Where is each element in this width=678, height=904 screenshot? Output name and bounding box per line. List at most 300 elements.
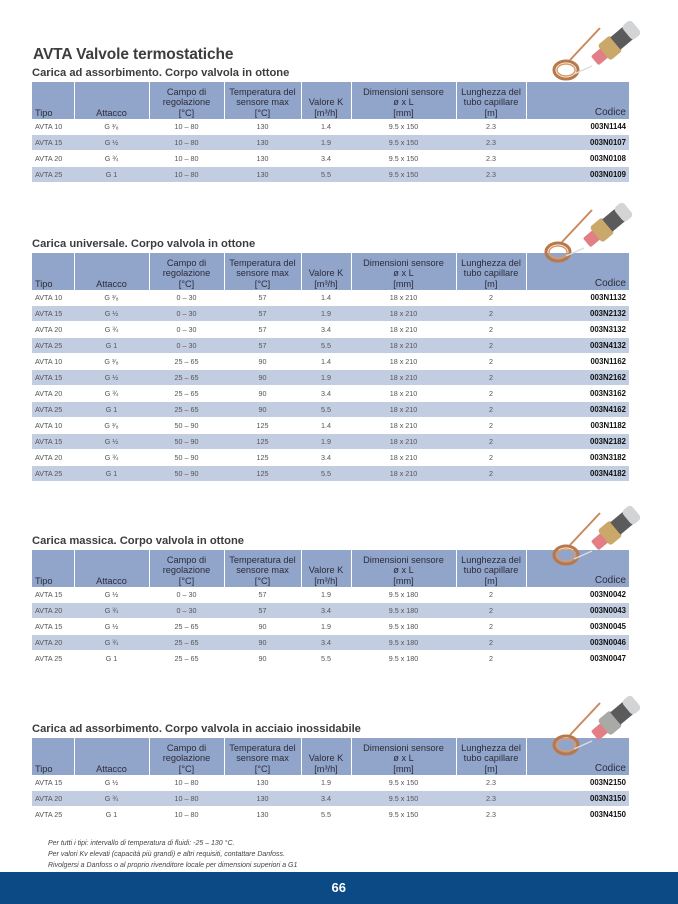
cell-dimensioni: 18 x 210 — [351, 434, 456, 450]
cell-lunghezza: 2.3 — [456, 119, 526, 135]
cell-valore: 3.4 — [301, 603, 351, 619]
cell-campo: 10 – 80 — [149, 791, 224, 807]
cell-valore: 1.4 — [301, 290, 351, 306]
cell-codice: 003N0046 — [526, 635, 629, 651]
column-header-campo — [149, 550, 224, 587]
footnote: Per valori Kv elevati (capacità più grandi) e altri requisiti, contattare Danfoss. — [48, 851, 285, 859]
cell-temperatura: 90 — [224, 386, 301, 402]
header-line: [mm] — [393, 278, 414, 289]
cell-temperatura: 130 — [224, 791, 301, 807]
cell-campo: 0 – 30 — [149, 603, 224, 619]
cell-campo: 25 – 65 — [149, 651, 224, 667]
header-line: Valore K — [308, 97, 344, 107]
column-header-dimensioni — [351, 82, 456, 119]
header-line: [m] — [484, 107, 498, 118]
cell-tipo: AVTA 25 — [32, 167, 74, 183]
cell-lunghezza: 2 — [456, 450, 526, 466]
cell-attacco: G ½ — [74, 434, 149, 450]
cell-attacco: G ½ — [74, 370, 149, 386]
table-row — [32, 466, 629, 482]
cell-codice: 003N3182 — [526, 450, 629, 466]
table-row — [32, 338, 629, 354]
cell-campo: 25 – 65 — [149, 354, 224, 370]
cell-campo: 0 – 30 — [149, 587, 224, 603]
column-header-codice: Codice — [526, 82, 629, 119]
table-row — [32, 635, 629, 651]
column-header-dimensioni — [351, 738, 456, 775]
cell-lunghezza: 2 — [456, 635, 526, 651]
cell-codice: 003N1162 — [526, 354, 629, 370]
header-line: sensore max — [236, 565, 289, 575]
cell-valore: 3.4 — [301, 791, 351, 807]
cell-dimensioni: 18 x 210 — [351, 386, 456, 402]
cell-attacco: G ½ — [74, 587, 149, 603]
cell-temperatura: 57 — [224, 290, 301, 306]
cell-dimensioni: 18 x 210 — [351, 354, 456, 370]
header-line: Lunghezza del — [461, 257, 521, 268]
table-row — [32, 135, 629, 151]
header-line: Dimensioni sensore — [363, 554, 444, 565]
column-header-valore — [301, 253, 351, 290]
column-header-tipo: Tipo — [32, 738, 74, 775]
header-line: [°C] — [254, 763, 271, 774]
table-row — [32, 434, 629, 450]
header-line: regolazione — [162, 753, 211, 763]
header-line: Valore K — [308, 753, 344, 763]
cell-tipo: AVTA 20 — [32, 450, 74, 466]
header-line: Lunghezza del — [461, 86, 521, 97]
table-row — [32, 791, 629, 807]
table-row — [32, 402, 629, 418]
table-row — [32, 386, 629, 402]
table-header-row — [32, 738, 629, 775]
column-header-attacco: Attacco — [74, 253, 149, 290]
header-line: sensore max — [236, 97, 289, 107]
cell-temperatura: 90 — [224, 635, 301, 651]
cell-temperatura: 125 — [224, 434, 301, 450]
cell-campo: 50 – 90 — [149, 418, 224, 434]
cell-lunghezza: 2 — [456, 386, 526, 402]
cell-tipo: AVTA 20 — [32, 791, 74, 807]
section-title: Carica ad assorbimento. Corpo valvola in ottone — [32, 67, 290, 79]
table-row — [32, 322, 629, 338]
cell-attacco: G ½ — [74, 619, 149, 635]
cell-codice: 003N0108 — [526, 151, 629, 167]
cell-attacco: G ½ — [74, 306, 149, 322]
cell-dimensioni: 18 x 210 — [351, 370, 456, 386]
column-header-temperatura — [224, 82, 301, 119]
cell-campo: 25 – 65 — [149, 370, 224, 386]
section-title: Carica ad assorbimento. Corpo valvola in acciaio inossidabile — [32, 723, 361, 735]
cell-tipo: AVTA 25 — [32, 338, 74, 354]
header-line: [m] — [484, 763, 498, 774]
header-line: [m³/h] — [314, 278, 338, 289]
cell-tipo: AVTA 15 — [32, 135, 74, 151]
cell-tipo: AVTA 15 — [32, 775, 74, 791]
cell-tipo: AVTA 15 — [32, 587, 74, 603]
cell-campo: 50 – 90 — [149, 450, 224, 466]
cell-attacco: G ½ — [74, 775, 149, 791]
cell-attacco: G 1 — [74, 402, 149, 418]
cell-attacco: G ¾ — [74, 635, 149, 651]
cell-valore: 1.9 — [301, 775, 351, 791]
cell-codice: 003N0045 — [526, 619, 629, 635]
column-header-campo — [149, 82, 224, 119]
cell-lunghezza: 2.3 — [456, 791, 526, 807]
cell-campo: 25 – 65 — [149, 635, 224, 651]
cell-campo: 0 – 30 — [149, 290, 224, 306]
cell-tipo: AVTA 25 — [32, 402, 74, 418]
cell-codice: 003N1182 — [526, 418, 629, 434]
header-line: Valore K — [308, 565, 344, 575]
table-row — [32, 775, 629, 791]
cell-attacco: G ¾ — [74, 151, 149, 167]
footnote: Rivolgersi a Danfoss o al proprio rivenditore locale per dimensioni superiori a G1 — [48, 862, 298, 870]
cell-dimensioni: 9.5 x 180 — [351, 635, 456, 651]
cell-lunghezza: 2.3 — [456, 807, 526, 823]
header-line: ø x L — [393, 268, 414, 278]
table-row — [32, 167, 629, 183]
cell-campo: 10 – 80 — [149, 151, 224, 167]
cell-attacco: G ¾ — [74, 603, 149, 619]
cell-valore: 1.9 — [301, 135, 351, 151]
cell-tipo: AVTA 20 — [32, 603, 74, 619]
header-line: Temperatura del — [229, 554, 296, 565]
cell-campo: 10 – 80 — [149, 119, 224, 135]
cell-codice: 003N2150 — [526, 775, 629, 791]
header-line: [°C] — [254, 278, 271, 289]
column-header-dimensioni — [351, 253, 456, 290]
cell-lunghezza: 2.3 — [456, 135, 526, 151]
valve-brass-universal-icon — [540, 190, 640, 270]
cell-lunghezza: 2.3 — [456, 151, 526, 167]
cell-tipo: AVTA 25 — [32, 466, 74, 482]
cell-temperatura: 90 — [224, 619, 301, 635]
cell-tipo: AVTA 15 — [32, 434, 74, 450]
cell-temperatura: 130 — [224, 151, 301, 167]
cell-attacco: G ¾ — [74, 386, 149, 402]
cell-attacco: G ¾ — [74, 791, 149, 807]
cell-attacco: G ³⁄₈ — [74, 119, 149, 135]
column-header-codice: Codice — [526, 738, 629, 775]
section-mass-brass — [32, 534, 629, 667]
cell-attacco: G ½ — [74, 135, 149, 151]
cell-dimensioni: 9.5 x 150 — [351, 807, 456, 823]
header-line: [m³/h] — [314, 107, 338, 118]
header-line: [°C] — [178, 763, 195, 774]
header-line: [m] — [484, 575, 498, 586]
column-header-lunghezza — [456, 82, 526, 119]
column-header-tipo: Tipo — [32, 253, 74, 290]
cell-valore: 5.5 — [301, 651, 351, 667]
cell-tipo: AVTA 15 — [32, 619, 74, 635]
cell-codice: 003N3132 — [526, 322, 629, 338]
cell-temperatura: 125 — [224, 450, 301, 466]
header-line: [mm] — [393, 763, 414, 774]
header-line: [m³/h] — [314, 763, 338, 774]
column-header-valore — [301, 550, 351, 587]
column-header-valore — [301, 82, 351, 119]
cell-campo: 25 – 65 — [149, 386, 224, 402]
footnote: Per tutti i tipi: intervallo di temperatura di fluidi: -25 – 130 °C. — [48, 840, 235, 847]
cell-valore: 5.5 — [301, 466, 351, 482]
cell-valore: 5.5 — [301, 402, 351, 418]
cell-dimensioni: 9.5 x 150 — [351, 151, 456, 167]
cell-attacco: G ³⁄₈ — [74, 354, 149, 370]
table-row — [32, 418, 629, 434]
cell-campo: 0 – 30 — [149, 322, 224, 338]
header-line: [m³/h] — [314, 575, 338, 586]
cell-tipo: AVTA 25 — [32, 807, 74, 823]
cell-lunghezza: 2 — [456, 402, 526, 418]
header-line: ø x L — [393, 753, 414, 763]
header-line: Campo di — [166, 554, 207, 565]
column-header-attacco: Attacco — [74, 550, 149, 587]
cell-codice: 003N2182 — [526, 434, 629, 450]
cell-tipo: AVTA 10 — [32, 354, 74, 370]
header-line: Valore K — [308, 268, 344, 278]
cell-tipo: AVTA 20 — [32, 322, 74, 338]
cell-temperatura: 90 — [224, 370, 301, 386]
header-line: Dimensioni sensore — [363, 86, 444, 97]
cell-valore: 3.4 — [301, 322, 351, 338]
cell-lunghezza: 2.3 — [456, 167, 526, 183]
table-row — [32, 306, 629, 322]
cell-valore: 5.5 — [301, 338, 351, 354]
spec-table — [32, 738, 629, 823]
column-header-attacco: Attacco — [74, 738, 149, 775]
cell-attacco: G ³⁄₈ — [74, 290, 149, 306]
cell-lunghezza: 2 — [456, 587, 526, 603]
cell-dimensioni: 18 x 210 — [351, 418, 456, 434]
cell-lunghezza: 2 — [456, 418, 526, 434]
cell-dimensioni: 9.5 x 150 — [351, 791, 456, 807]
cell-dimensioni: 9.5 x 180 — [351, 651, 456, 667]
header-line: tubo capillare — [463, 565, 519, 575]
cell-temperatura: 57 — [224, 306, 301, 322]
cell-attacco: G 1 — [74, 167, 149, 183]
cell-dimensioni: 18 x 210 — [351, 322, 456, 338]
column-header-campo — [149, 738, 224, 775]
table-row — [32, 290, 629, 306]
cell-lunghezza: 2 — [456, 290, 526, 306]
section-absorption-stainless — [32, 722, 629, 823]
cell-tipo: AVTA 10 — [32, 290, 74, 306]
header-line: ø x L — [393, 565, 414, 575]
valve-brass-icon — [548, 8, 648, 88]
section-title: Carica universale. Corpo valvola in ottone — [32, 238, 256, 250]
cell-campo: 25 – 65 — [149, 402, 224, 418]
cell-valore: 1.9 — [301, 434, 351, 450]
table-row — [32, 651, 629, 667]
cell-dimensioni: 9.5 x 180 — [351, 587, 456, 603]
header-line: tubo capillare — [463, 268, 519, 278]
cell-dimensioni: 18 x 210 — [351, 450, 456, 466]
cell-lunghezza: 2 — [456, 306, 526, 322]
table-header-row — [32, 550, 629, 587]
cell-valore: 5.5 — [301, 167, 351, 183]
cell-valore: 1.4 — [301, 354, 351, 370]
cell-attacco: G ¾ — [74, 450, 149, 466]
cell-temperatura: 57 — [224, 603, 301, 619]
cell-codice: 003N1144 — [526, 119, 629, 135]
cell-temperatura: 125 — [224, 418, 301, 434]
cell-campo: 50 – 90 — [149, 434, 224, 450]
cell-lunghezza: 2 — [456, 466, 526, 482]
cell-temperatura: 130 — [224, 167, 301, 183]
cell-campo: 10 – 80 — [149, 807, 224, 823]
table-row — [32, 450, 629, 466]
cell-temperatura: 125 — [224, 466, 301, 482]
cell-valore: 3.4 — [301, 151, 351, 167]
header-line: Campo di — [166, 257, 207, 268]
cell-valore: 1.9 — [301, 587, 351, 603]
cell-lunghezza: 2.3 — [456, 775, 526, 791]
cell-campo: 25 – 65 — [149, 619, 224, 635]
header-line: regolazione — [162, 565, 211, 575]
cell-temperatura: 57 — [224, 322, 301, 338]
header-line: [mm] — [393, 107, 414, 118]
header-line: sensore max — [236, 753, 289, 763]
header-line: Temperatura del — [229, 86, 296, 97]
cell-attacco: G 1 — [74, 466, 149, 482]
header-line: [m] — [484, 278, 498, 289]
header-line: Lunghezza del — [461, 742, 521, 753]
header-line: regolazione — [162, 97, 211, 107]
cell-codice: 003N4150 — [526, 807, 629, 823]
header-line: Temperatura del — [229, 742, 296, 753]
column-header-campo — [149, 253, 224, 290]
cell-codice: 003N1132 — [526, 290, 629, 306]
cell-campo: 50 – 90 — [149, 466, 224, 482]
cell-tipo: AVTA 25 — [32, 651, 74, 667]
cell-valore: 5.5 — [301, 807, 351, 823]
valve-stainless-icon — [548, 683, 648, 763]
cell-dimensioni: 9.5 x 150 — [351, 135, 456, 151]
section-title: Carica massica. Corpo valvola in ottone — [32, 535, 245, 547]
cell-attacco: G ³⁄₈ — [74, 418, 149, 434]
cell-valore: 1.9 — [301, 370, 351, 386]
table-row — [32, 151, 629, 167]
header-line: Lunghezza del — [461, 554, 521, 565]
cell-dimensioni: 18 x 210 — [351, 402, 456, 418]
header-line: [mm] — [393, 575, 414, 586]
cell-lunghezza: 2 — [456, 370, 526, 386]
cell-valore: 1.9 — [301, 306, 351, 322]
cell-lunghezza: 2 — [456, 651, 526, 667]
header-line: ø x L — [393, 97, 414, 107]
cell-valore: 1.4 — [301, 119, 351, 135]
cell-temperatura: 57 — [224, 587, 301, 603]
cell-attacco: G 1 — [74, 338, 149, 354]
cell-tipo: AVTA 20 — [32, 386, 74, 402]
spec-table — [32, 82, 629, 183]
header-line: sensore max — [236, 268, 289, 278]
cell-dimensioni: 9.5 x 150 — [351, 775, 456, 791]
cell-tipo: AVTA 15 — [32, 306, 74, 322]
cell-dimensioni: 18 x 210 — [351, 306, 456, 322]
header-line: tubo capillare — [463, 753, 519, 763]
header-line: Temperatura del — [229, 257, 296, 268]
cell-temperatura: 90 — [224, 651, 301, 667]
cell-temperatura: 130 — [224, 119, 301, 135]
cell-temperatura: 130 — [224, 135, 301, 151]
cell-campo: 10 – 80 — [149, 135, 224, 151]
page-title: AVTA Valvole termostatiche — [33, 46, 234, 63]
column-header-lunghezza — [456, 738, 526, 775]
column-header-tipo: Tipo — [32, 550, 74, 587]
header-line: Dimensioni sensore — [363, 257, 444, 268]
cell-codice: 003N0107 — [526, 135, 629, 151]
cell-dimensioni: 18 x 210 — [351, 290, 456, 306]
header-line: Campo di — [166, 742, 207, 753]
footnotes — [48, 838, 297, 872]
cell-lunghezza: 2 — [456, 619, 526, 635]
header-line: [°C] — [178, 278, 195, 289]
table-row — [32, 354, 629, 370]
cell-lunghezza: 2 — [456, 354, 526, 370]
column-header-codice: Codice — [526, 550, 629, 587]
cell-temperatura: 57 — [224, 338, 301, 354]
cell-tipo: AVTA 10 — [32, 418, 74, 434]
cell-codice: 003N0109 — [526, 167, 629, 183]
table-row — [32, 119, 629, 135]
cell-codice: 003N0047 — [526, 651, 629, 667]
cell-lunghezza: 2 — [456, 603, 526, 619]
cell-campo: 0 – 30 — [149, 338, 224, 354]
cell-valore: 1.4 — [301, 418, 351, 434]
cell-valore: 3.4 — [301, 450, 351, 466]
column-header-lunghezza — [456, 550, 526, 587]
cell-attacco: G 1 — [74, 807, 149, 823]
cell-lunghezza: 2 — [456, 322, 526, 338]
section-absorption-brass — [32, 66, 629, 183]
cell-dimensioni: 18 x 210 — [351, 338, 456, 354]
spec-table — [32, 253, 629, 482]
cell-temperatura: 90 — [224, 354, 301, 370]
cell-lunghezza: 2 — [456, 434, 526, 450]
table-row — [32, 587, 629, 603]
column-header-dimensioni — [351, 550, 456, 587]
cell-temperatura: 90 — [224, 402, 301, 418]
table-row — [32, 603, 629, 619]
header-line: [°C] — [254, 107, 271, 118]
column-header-valore — [301, 738, 351, 775]
valve-brass-mass-icon — [548, 493, 648, 573]
header-line: [°C] — [254, 575, 271, 586]
cell-codice: 003N0042 — [526, 587, 629, 603]
header-line: tubo capillare — [463, 97, 519, 107]
column-header-attacco: Attacco — [74, 82, 149, 119]
cell-valore: 3.4 — [301, 386, 351, 402]
column-header-temperatura — [224, 550, 301, 587]
table-row — [32, 370, 629, 386]
cell-temperatura: 130 — [224, 807, 301, 823]
page-number: 66 — [331, 880, 346, 895]
cell-attacco: G ¾ — [74, 322, 149, 338]
cell-codice: 003N2132 — [526, 306, 629, 322]
cell-campo: 10 – 80 — [149, 775, 224, 791]
cell-tipo: AVTA 20 — [32, 635, 74, 651]
cell-valore: 3.4 — [301, 635, 351, 651]
table-header-row — [32, 82, 629, 119]
section-universal-brass — [32, 237, 629, 482]
cell-campo: 0 – 30 — [149, 306, 224, 322]
cell-lunghezza: 2 — [456, 338, 526, 354]
cell-valore: 1.9 — [301, 619, 351, 635]
header-line: Dimensioni sensore — [363, 742, 444, 753]
cell-codice: 003N3150 — [526, 791, 629, 807]
